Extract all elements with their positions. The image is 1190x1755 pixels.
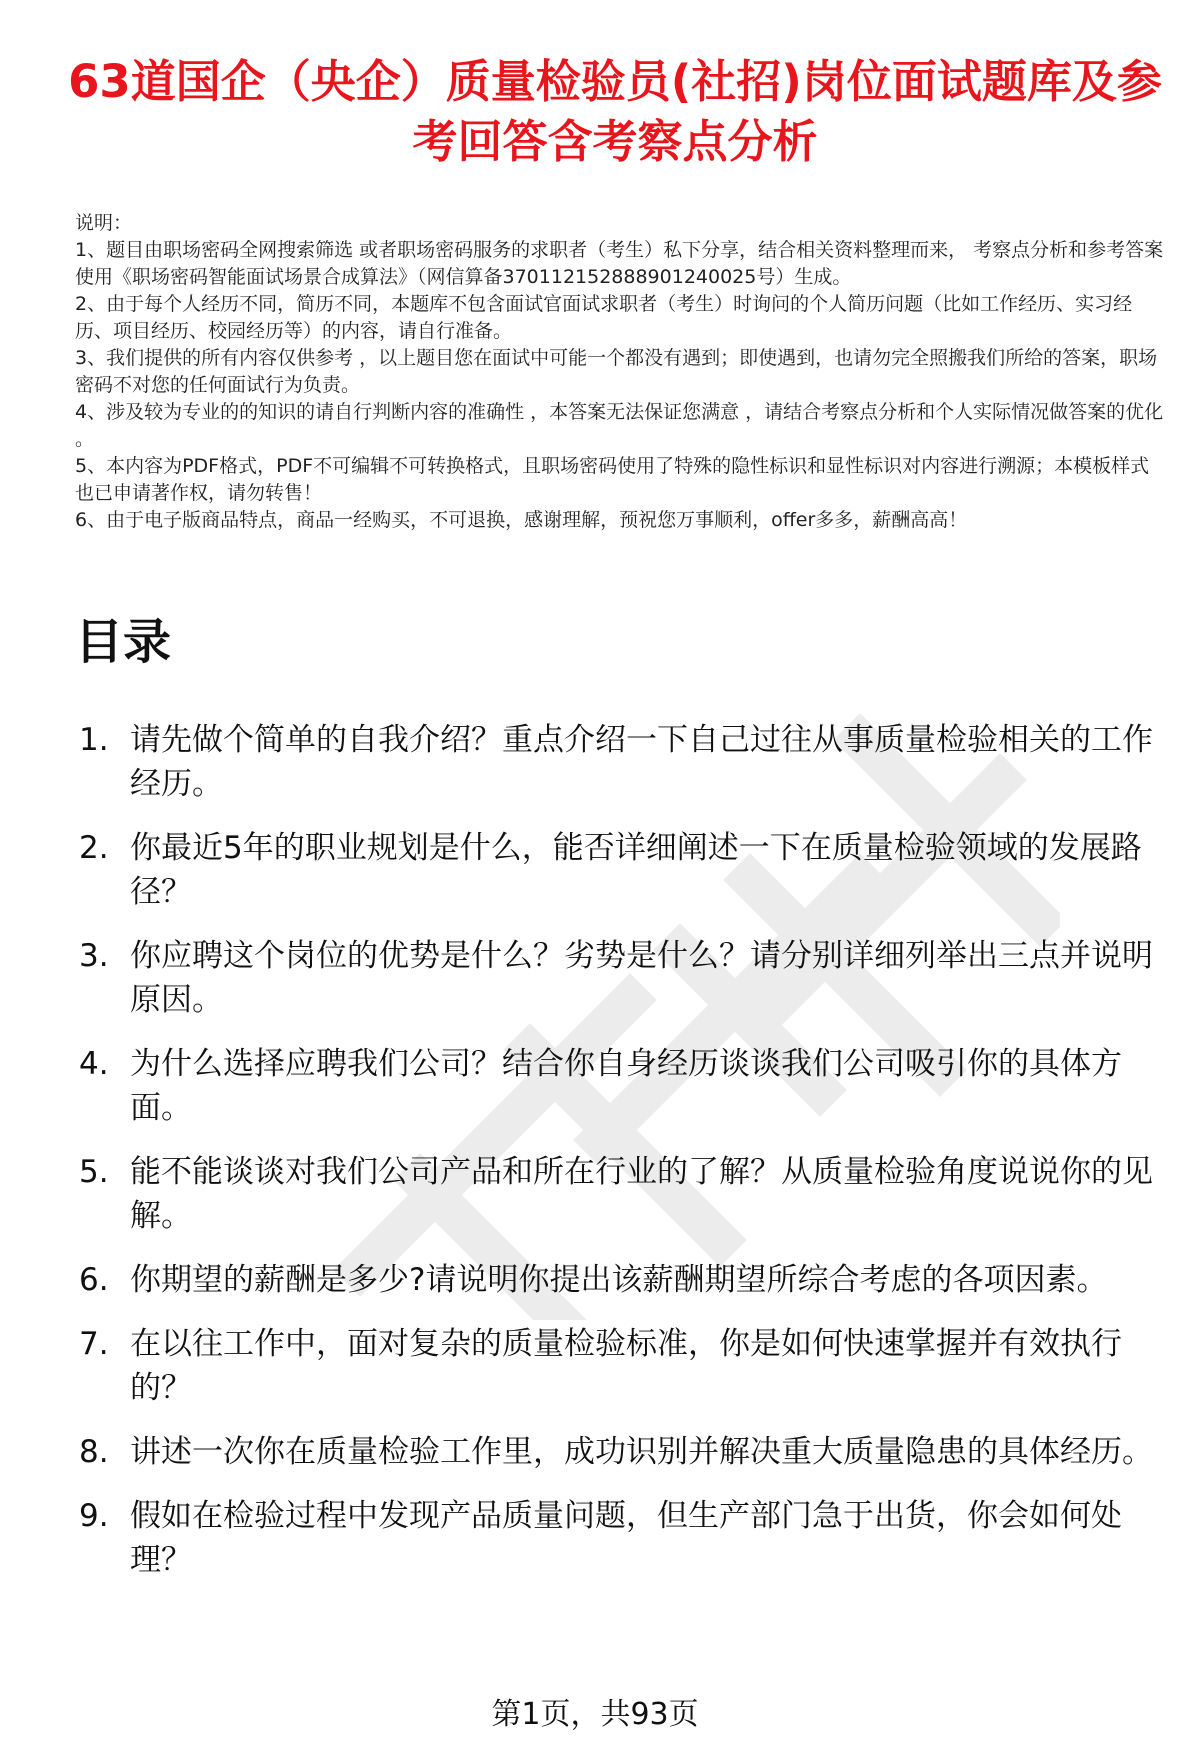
toc-heading: 目录: [75, 614, 172, 670]
toc-item[interactable]: [75, 1258, 1175, 1302]
toc-item-text: 能不能谈谈对我们公司产品和所在行业的了解？从质量检验角度说说你的见解。: [130, 1154, 1153, 1234]
toc-item[interactable]: [75, 1494, 1175, 1582]
toc-item-text: 你最近5年的职业规划是什么，能否详细阐述一下在质量检验领域的发展路径？: [130, 830, 1142, 910]
toc-item[interactable]: [75, 826, 1175, 914]
toc-item-number: 4.: [79, 1046, 109, 1082]
notes-line: 4、涉及较为专业的的知识的请自行判断内容的准确性 ，本答案无法保证您满意 ，请结合考察点分析和个人实际情况做答案的优化 。: [75, 401, 1164, 450]
toc-item-number: 5.: [79, 1154, 109, 1190]
toc-item-number: 1.: [79, 722, 109, 758]
toc-item-text: 假如在检验过程中发现产品质量问题，但生产部门急于出货，你会如何处理？: [130, 1498, 1122, 1578]
toc-item[interactable]: [75, 1150, 1175, 1238]
toc-item-number: 9.: [79, 1498, 109, 1534]
notes-section: [75, 210, 1165, 534]
toc-list: [75, 718, 1175, 1602]
toc-item[interactable]: [75, 934, 1175, 1022]
toc-item-number: 7.: [79, 1326, 109, 1362]
notes-line: 说明：: [75, 212, 133, 234]
notes-line: 2、由于每个人经历不同，简历不同，本题库不包含面试官面试求职者（考生）时询问的个人简历问题（比如工作经历、实习经历、项目经历、校园经历等）的内容，请自行准备。: [75, 293, 1133, 342]
toc-item[interactable]: [75, 1322, 1175, 1410]
notes-line: 5、本内容为PDF格式，PDF不可编辑不可转换格式，且职场密码使用了特殊的隐性标识和显性标识对内容进行溯源；本模板样式也已申请著作权，请勿转售！: [75, 455, 1150, 504]
document-title: 63道国企（央企）质量检验员(社招)岗位面试题库及参考回答含考察点分析: [68, 55, 1162, 168]
toc-item[interactable]: [75, 1430, 1175, 1474]
toc-item-text: 在以往工作中，面对复杂的质量检验标准，你是如何快速掌握并有效执行的？: [130, 1326, 1122, 1406]
toc-item-text: 请先做个简单的自我介绍？重点介绍一下自己过往从事质量检验相关的工作经历。: [130, 722, 1153, 802]
notes-line: 3、我们提供的所有内容仅供参考 ，以上题目您在面试中可能一个都没有遇到；即使遇到，也请勿完全照搬我们所给的答案，职场密码不对您的任何面试行为负责。: [75, 347, 1158, 396]
toc-item-text: 你期望的薪酬是多少?请说明你提出该薪酬期望所综合考虑的各项因素。: [130, 1262, 1108, 1298]
toc-item[interactable]: [75, 1042, 1175, 1130]
toc-item-number: 2.: [79, 830, 109, 866]
toc-item-number: 8.: [79, 1434, 109, 1470]
notes-line: 6、由于电子版商品特点，商品一经购买，不可退换，感谢理解，预祝您万事顺利，offer多多，薪酬高高！: [75, 509, 968, 531]
toc-item-text: 讲述一次你在质量检验工作里，成功识别并解决重大质量隐患的具体经历。: [130, 1434, 1153, 1470]
toc-item-text: 为什么选择应聘我们公司？结合你自身经历谈谈我们公司吸引你的具体方面。: [130, 1046, 1122, 1126]
toc-item-number: 3.: [79, 938, 109, 974]
notes-line: 1、题目由职场密码全网搜索筛选 或者职场密码服务的求职者（考生）私下分享，结合相关资料整理而来， 考察点分析和参考答案使用《职场密码智能面试场景合成算法》（网信算备370112152888901240025号）生成。: [75, 239, 1164, 288]
toc-item-number: 6.: [79, 1262, 109, 1298]
toc-item-text: 你应聘这个岗位的优势是什么？劣势是什么？请分别详细列举出三点并说明原因。: [130, 938, 1153, 1018]
toc-item[interactable]: [75, 718, 1175, 806]
page-footer: 第1页，共93页: [491, 1697, 699, 1732]
